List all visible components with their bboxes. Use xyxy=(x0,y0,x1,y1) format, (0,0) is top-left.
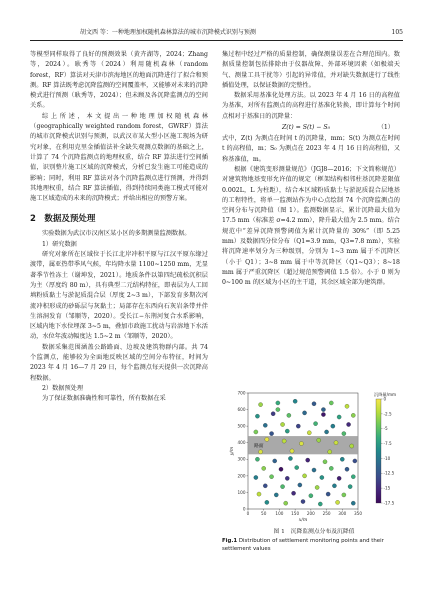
monitoring-point xyxy=(293,399,297,403)
equation-1 xyxy=(222,122,400,134)
monitoring-point xyxy=(331,424,335,428)
monitoring-point xyxy=(332,484,336,488)
running-head-title: 胡文西 等：一种地理加权随机森林算法的城市沉降模式识别与预测 xyxy=(80,29,256,36)
monitoring-point xyxy=(312,402,316,406)
x-tick-label: 100 xyxy=(275,511,284,516)
y-axis-label: y/m xyxy=(230,446,235,456)
monitoring-point xyxy=(285,476,289,480)
monitoring-point xyxy=(329,466,333,470)
x-tick-label: 300 xyxy=(338,511,347,516)
road-band xyxy=(248,436,358,454)
monitoring-point xyxy=(290,449,294,453)
monitoring-point xyxy=(291,491,295,495)
monitoring-point xyxy=(313,422,317,426)
figure-caption-en xyxy=(222,538,406,553)
monitoring-point xyxy=(255,457,259,461)
monitoring-point xyxy=(269,432,273,436)
monitoring-point xyxy=(317,438,321,442)
section-heading: 2 数据及预处理 xyxy=(30,214,96,225)
monitoring-point xyxy=(342,493,346,497)
monitoring-point xyxy=(276,407,280,411)
x-axis-label: x/m xyxy=(298,518,308,523)
colorbar-tick-label: -5 xyxy=(383,426,388,432)
monitoring-point xyxy=(258,403,262,407)
figure-caption-en-text: Distribution of settlement monitoring points and their settlement values xyxy=(222,538,384,552)
monitoring-point xyxy=(295,465,299,469)
monitoring-point xyxy=(334,441,338,445)
monitoring-point xyxy=(273,459,277,463)
monitoring-point xyxy=(345,467,349,471)
y-tick-label: 500 xyxy=(237,423,246,429)
monitoring-point xyxy=(345,404,349,408)
monitoring-point xyxy=(306,458,310,462)
monitoring-point xyxy=(312,468,316,472)
monitoring-point xyxy=(326,492,330,496)
monitoring-point xyxy=(337,476,341,480)
monitoring-point xyxy=(318,502,322,506)
figure-caption-cn: 图 1 沉降监测点分布及沉降值 xyxy=(273,529,355,535)
subsection-heading: 1）研究数据 xyxy=(42,240,77,248)
monitoring-point xyxy=(276,401,280,405)
paragraph: 实验数据为武汉市汉南区某小区的多期测量监测数据。 xyxy=(42,230,191,238)
colorbar-tick-label: -7.5 xyxy=(383,440,392,446)
monitoring-point xyxy=(269,475,273,479)
left-column xyxy=(30,50,208,405)
x-tick-label: 50 xyxy=(261,511,267,516)
monitoring-point xyxy=(335,500,339,504)
monitoring-point xyxy=(282,439,286,443)
monitoring-point xyxy=(324,430,328,434)
colorbar-tick-label: -17.5 xyxy=(383,500,395,506)
monitoring-point xyxy=(301,499,305,503)
y-tick-label: 300 xyxy=(237,456,246,462)
monitoring-point xyxy=(307,431,311,435)
monitoring-point xyxy=(263,484,267,488)
monitoring-point xyxy=(309,494,313,498)
monitoring-point xyxy=(299,441,303,445)
monitoring-point xyxy=(353,459,357,463)
running-head xyxy=(30,28,403,41)
monitoring-point xyxy=(302,411,306,415)
colorbar-tick-label: 0 xyxy=(383,396,387,402)
monitoring-point xyxy=(320,475,324,479)
right-column xyxy=(222,50,400,289)
y-tick-label: 200 xyxy=(237,473,246,479)
monitoring-point xyxy=(315,485,319,489)
monitoring-point xyxy=(348,485,352,489)
monitoring-point xyxy=(279,467,283,471)
colorbar-tick-label: -10 xyxy=(383,455,391,461)
x-tick-label: 200 xyxy=(306,511,315,516)
monitoring-point xyxy=(265,437,269,441)
monitoring-point xyxy=(280,485,284,489)
monitoring-point xyxy=(340,457,344,461)
monitoring-point xyxy=(342,432,346,436)
x-tick-label: 250 xyxy=(322,511,331,516)
equation-number: （1） xyxy=(377,123,394,131)
monitoring-point xyxy=(321,407,325,411)
monitoring-point xyxy=(350,444,354,448)
monitoring-point xyxy=(280,422,284,426)
monitoring-point xyxy=(263,423,267,427)
scatter-chart xyxy=(228,385,406,527)
colorbar-tick-label: -15 xyxy=(383,485,391,491)
paragraph: 数据采集范围涵盖公路路面、边坡及建筑物群内部。共 74 个监测点，能够较为全面地反映区域的空间分布特征，时间为 2023 年 4 月 16—7 月 29 日，每个监测点每天提供一次沉降高程数据。 xyxy=(30,343,208,382)
paragraph: 数据采用基准化处理方法。以 2023 年 4 月 16 日的高程值为基准，对所有监测点的高程进行基准化转换，即计算每个时间点相对于基准日的沉降量： xyxy=(222,92,400,120)
page-number: 105 xyxy=(391,29,403,36)
monitoring-point xyxy=(302,474,306,478)
colorbar-tick-label: -2.5 xyxy=(383,411,392,417)
road-label: 路面 xyxy=(254,443,264,449)
y-tick-label: 600 xyxy=(237,406,246,412)
monitoring-point xyxy=(298,483,302,487)
paragraph: 等模型同样取得了良好的预测效果（黄卉湖等，2024；Zhang 等，2024）。耿秀等（2024）利用随机森林（random forest，RF）算法对天津市滨海地区的地面沉降进行了拟合和预测。RF 算法既考虑沉降监测的空间覆盖率，又能够对未来的沉降模式进行预测（耿秀等，2024）；但未顾及各沉降监测点的空间关系。 xyxy=(30,51,208,110)
equation-body: Z(t) = S(t) − S₀ xyxy=(282,123,331,131)
monitoring-point xyxy=(351,413,355,417)
monitoring-point xyxy=(271,412,275,416)
monitoring-point xyxy=(285,429,289,433)
monitoring-point xyxy=(346,422,350,426)
x-tick-label: 150 xyxy=(291,511,300,516)
monitoring-point xyxy=(351,475,355,479)
paragraph: 集过程中经过严格的质量控制，确保测量误差在合理范围内。数据质量控制包括排除由于仪器故障、外部环境因素（如极端天气、测量工具干扰等）引起的异常值，并对缺失数据进行了线性插值处理，以保证数据的完整性。 xyxy=(222,51,400,89)
monitoring-point xyxy=(288,456,292,460)
paragraph: 根据《建筑变形测量规范》（JGJ8—2016；下文简称规范）对建筑物地基变形允许值的规定（框架结构相邻柱基沉降差限值 0.002L，L 为柱距），结合本区域粉质黏土与淤泥质混合层地基的工程特性，将单一监测站作为中心点绘制 74 个沉降监测点的空间分布与沉降值（图 1）。监测数据显示，累计沉降最大值为 17.5 mm（标准差 σ=4.2 mm），降升最大值为 2.5 mm。结合规范中“差异沉降预警阈值为累计沉降量的 30%”（即 5.25 mm）及数据四分位分布（Q1=3.9 mm，Q3=7.8 mm），实验将沉降速率划分为三种级别，分别为 1~3 mm 属于不沉降区（小于 Q1）；3~8 mm 属于中等沉降区（Q1~Q3）；8~18 mm 属于严重沉降区（超过规范预警阈值 1.5 倍）。小于 0 则为 0~100 m 的区域为小区的主干道，其余区域全部为建筑群。 xyxy=(222,165,400,287)
monitoring-point xyxy=(337,415,341,419)
paragraph: 研究对象所在区域位于长江北岸冲积平原与江汉平原东缘过渡带，属亚热带季风气候，年均降水量 1100~1250 mm，无显著季节性冻土（谢坤发，2021）。地质条件以第四纪疏松沉积层为主（厚度约 80 m），具有典型二元结构特征，即表层为人工回填粉质黏土与淤泥质混合层（厚度 2~3 m），下部发育多期次河流冲积形成的砂砾层与灰黏土；局部存在东西向石灰岩条带并伴生溶洞发育（邹顺等，2020）。受长江−东荆河复合水系影响，区域内地下水位埋深 3~5 m，叠加市政施工扰动与岩溶地下水活动，水位年波动幅度达 1.5~2 m（邹顺等，2020）。 xyxy=(30,251,208,341)
monitoring-point xyxy=(262,466,266,470)
y-tick-label: 700 xyxy=(237,390,246,396)
x-tick-label: 0 xyxy=(246,511,250,516)
y-tick-label: 400 xyxy=(237,440,246,446)
figure-caption-en-label: Fig.1 xyxy=(222,538,238,544)
y-tick-label: 100 xyxy=(237,489,246,495)
monitoring-point xyxy=(274,493,278,497)
subsection-heading: 2）数据预处理 xyxy=(42,384,84,392)
colorbar-title: 沉降量/mm xyxy=(374,392,397,397)
monitoring-point xyxy=(329,401,333,405)
monitoring-point xyxy=(328,450,332,454)
paragraph: 式中，Z(t) 为测点在时间 t 的沉降量，mm；S(t) 为测点在时间 t 的高程值，m；S₀ 为测点在 2023 年 4 月 16 日的高程值，又称基准值，m。 xyxy=(222,135,400,163)
colorbar-tick-label: -12.5 xyxy=(383,470,395,476)
monitoring-point xyxy=(321,412,325,416)
monitoring-point xyxy=(323,460,327,464)
monitoring-point xyxy=(351,501,355,505)
monitoring-point xyxy=(255,414,259,418)
monitoring-point xyxy=(257,492,261,496)
monitoring-point xyxy=(265,500,269,504)
monitoring-point xyxy=(254,475,258,479)
paragraph: 为了保证数据准确性和可靠性，所有数据在采 xyxy=(42,395,166,403)
y-tick-label: 0 xyxy=(242,506,246,512)
monitoring-point xyxy=(258,450,262,454)
monitoring-point xyxy=(254,430,258,434)
monitoring-point xyxy=(287,413,291,417)
x-tick-label: 350 xyxy=(354,511,362,516)
monitoring-point xyxy=(284,501,288,505)
colorbar xyxy=(376,399,381,503)
paragraph: 综上所述，本文提出一种地理加权随机森林（geographically weighted random forest，GWRF）算法的城市沉降模式识别与预测，以武汉市某大型小区施工现场为研究对象，在利用克里金插值法补全缺失观测点数据的基础之上，计算了 74 个沉降监测点的地理权重，结合 RF 算法进行空间插值，识别整片施工区域的沉降模式，分析已发生施工可能造成的影响；同时，利用 RF 算法对各个沉降监测点进行预测，并得到其地理权重，结合 RF 算法插值，得到持续同类施工模式可能对施工区域造成的未来的沉降模式；并给出相应的预警方案。 xyxy=(30,112,208,203)
monitoring-point xyxy=(296,424,300,428)
